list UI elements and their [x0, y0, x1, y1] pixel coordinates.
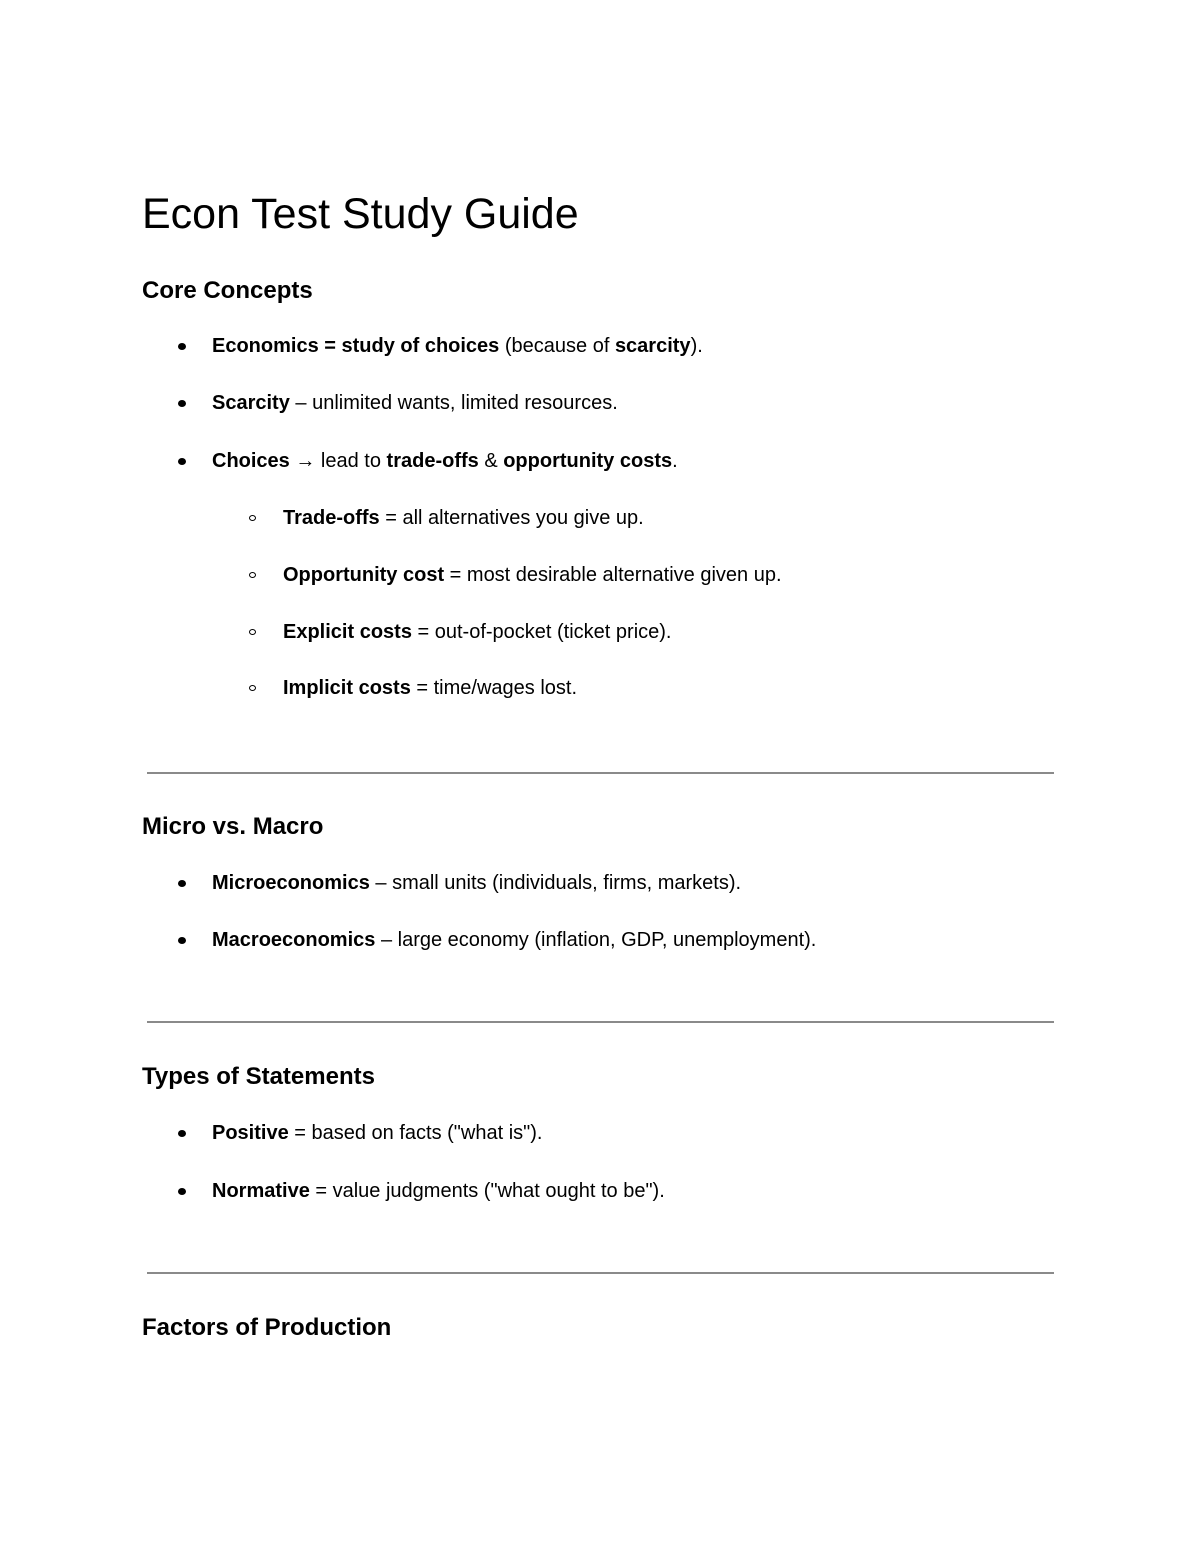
bullet-circle	[249, 572, 256, 578]
bold-term: Microeconomics	[212, 872, 370, 894]
item-text: .	[672, 450, 678, 472]
bullet-disc	[178, 343, 186, 350]
bold-term: Choices	[212, 450, 290, 472]
bold-term: opportunity costs	[503, 450, 673, 472]
bullet-disc	[178, 458, 186, 465]
bullet-disc	[178, 937, 186, 944]
bullet-disc	[178, 400, 186, 407]
sublist-item-trade-offs	[283, 505, 644, 531]
document-title: Econ Test Study Guide	[142, 190, 579, 238]
bold-term: Implicit costs	[283, 677, 411, 699]
bullet-circle	[249, 685, 256, 691]
item-text: = based on facts ("what is").	[288, 1122, 543, 1144]
section-heading-types-of-statements: Types of Statements	[142, 1063, 375, 1090]
item-text: = all alternatives you give up.	[379, 507, 644, 529]
bold-term: trade-offs	[386, 450, 479, 472]
section-heading-factors-of-production: Factors of Production	[142, 1314, 392, 1341]
item-text: = value judgments ("what ought to be").	[309, 1180, 665, 1202]
list-item-choices	[212, 448, 678, 474]
bold-term: Positive	[212, 1122, 289, 1144]
bold-term: Trade-offs	[283, 507, 380, 529]
item-text: – small units (individuals, firms, markets).	[369, 872, 742, 894]
item-text: = out-of-pocket (ticket price).	[411, 621, 672, 643]
horizontal-rule	[147, 1021, 1054, 1023]
bold-term: Scarcity	[212, 392, 290, 414]
item-text: → lead to	[289, 450, 387, 472]
section-heading-micro-vs-macro: Micro vs. Macro	[142, 813, 324, 840]
item-text: (because of	[499, 335, 615, 357]
horizontal-rule	[147, 1272, 1054, 1274]
list-item-microeconomics	[212, 870, 741, 896]
list-item-economics	[212, 333, 703, 359]
item-text: – unlimited wants, limited resources.	[289, 392, 618, 414]
item-text: = time/wages lost.	[410, 677, 577, 699]
sublist-item-implicit-costs	[283, 675, 577, 701]
bold-term: Macroeconomics	[212, 929, 376, 951]
list-item-scarcity	[212, 390, 618, 416]
bold-term: Normative	[212, 1180, 310, 1202]
item-text: &	[478, 450, 504, 472]
list-item-macroeconomics	[212, 927, 816, 953]
bullet-disc	[178, 880, 186, 887]
item-text: – large economy (inflation, GDP, unemployment).	[375, 929, 817, 951]
sublist-item-explicit-costs	[283, 619, 671, 645]
bullet-disc	[178, 1130, 186, 1137]
bold-term: Explicit costs	[283, 621, 412, 643]
list-item-positive	[212, 1120, 542, 1146]
bold-term: Opportunity cost	[283, 564, 445, 586]
item-text: ).	[690, 335, 703, 357]
list-item-normative	[212, 1178, 665, 1204]
bullet-disc	[178, 1188, 186, 1195]
bullet-circle	[249, 515, 256, 521]
bullet-circle	[249, 629, 256, 635]
bold-term: Economics = study of choices	[212, 335, 500, 357]
section-heading-core-concepts: Core Concepts	[142, 277, 313, 304]
bold-term: scarcity	[614, 335, 691, 357]
sublist-item-opportunity-cost	[283, 562, 782, 588]
horizontal-rule	[147, 772, 1054, 774]
item-text: = most desirable alternative given up.	[444, 564, 782, 586]
